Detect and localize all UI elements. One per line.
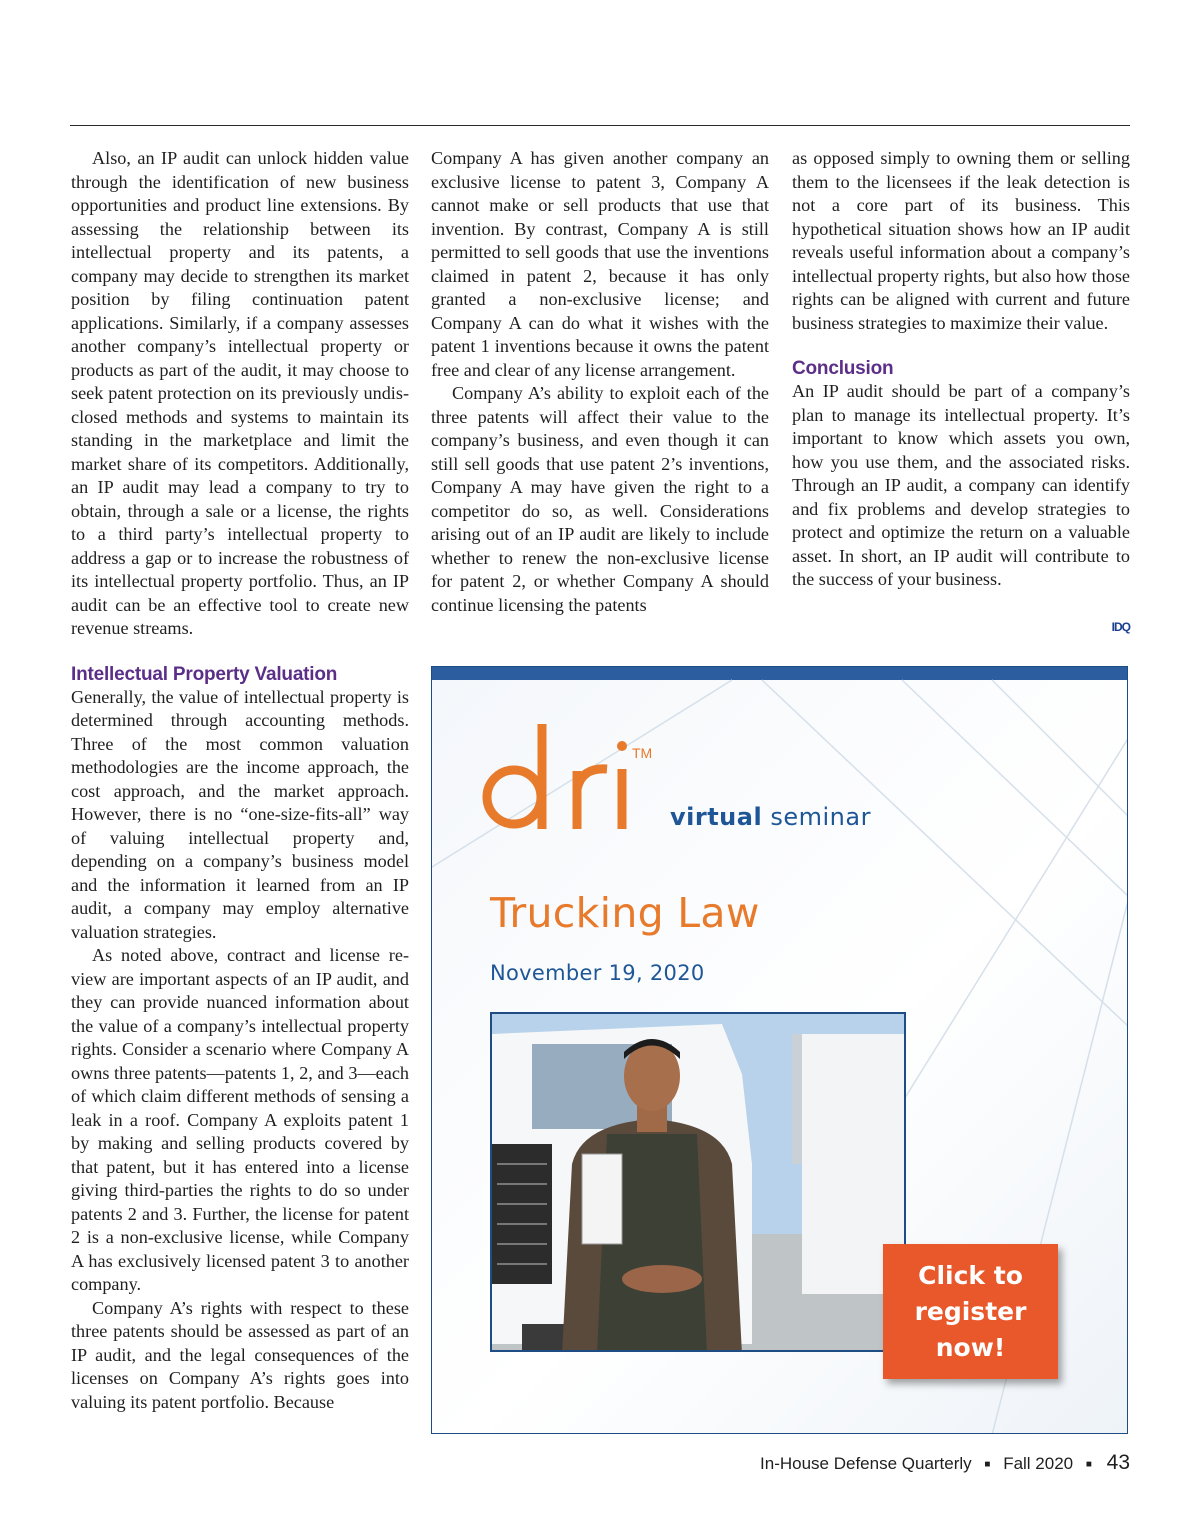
ad-seminar-word: seminar bbox=[770, 803, 871, 831]
register-now-button[interactable] bbox=[883, 1244, 1058, 1379]
ad-seminar-virtual: virtual bbox=[670, 803, 763, 831]
footer-separator-icon: ■ bbox=[984, 1459, 991, 1470]
article-column-1 bbox=[71, 147, 409, 1414]
dri-logo bbox=[482, 719, 632, 834]
paragraph: As noted above, contract and license review are important aspects of an IP audit, and they can provide nuanced information about the value of a company’s intellectual property rights. Consider a scenario where Company A owns three patents—patents 1, 2, and 3—each of which claim different methods of sensing a leak in a roof. Company A exploits patent 1 by making and selling products covered by that patent, but it has entered into a license giving third-parties the rights to do so under patents 2 and 3. Further, the license for patent 2 is a non-exclusive license, while Company A has exclusively licensed patent 3 to another company. bbox=[71, 945, 409, 1294]
dri-logo-mark bbox=[482, 719, 632, 834]
register-now-label: Click to register now! bbox=[914, 1260, 1027, 1362]
paragraph: An IP audit should be part of a company’s plan to manage its intellectual property. It’s important to know which assets you own, how you use them, and the associated risks. Through an IP audit, a company can identify and fix problems and develop strategies to protect and optimize the return on a valuable asset. In short, an IP audit will contribute to the success of your business. bbox=[792, 381, 1130, 589]
paragraph: Generally, the value of intellectual property is determined through accounting methods. Three of the most common valuation methodologies are the income approach, the cost approach, and the market approach. However, there is no “one-size-fits-all” way of valuing intellectual property and, depending on a company’s business model and the information it learned from an IP audit, a company may employ alternative valuation strategies. bbox=[71, 686, 409, 942]
photo-illustration bbox=[492, 1014, 906, 1352]
issue-label: Fall 2020 bbox=[1003, 1454, 1074, 1473]
trademark-symbol: TM bbox=[632, 745, 653, 761]
publication-name: In-House Defense Quarterly bbox=[760, 1454, 972, 1473]
dri-seminar-advertisement[interactable] bbox=[431, 666, 1128, 1434]
paragraph: Company A’s ability to exploit each of the three patents will affect their value to the company’s business, and even though it can still sell goods that use patent 2’s inventions, Company A may have given the right to a competitor do so, as well. Considerations arising out of an IP audit are likely to include whether to renew the non-exclusive license for patent 2, or whether Company A should continue licensing the patents bbox=[431, 383, 769, 615]
article-column-3 bbox=[792, 147, 1130, 642]
article-column-2 bbox=[431, 147, 769, 617]
section-heading-conclusion: Conclusion bbox=[792, 358, 894, 379]
ad-seminar-label bbox=[670, 803, 871, 831]
end-of-article-mark: IDQ bbox=[1111, 619, 1130, 634]
page-footer bbox=[760, 1451, 1130, 1475]
paragraph: Company A has given another company an exclusive license to patent 3, Company A cannot make or sell products that use that invention. By contrast, Company A is still permitted to sell goods that use the inventions claimed in patent 2, because it has only granted a non-exclusive license; and Company A can do what it wishes with the patent 1 inventions because it owns the patent free and clear of any license arrangement. bbox=[431, 148, 769, 380]
top-rule bbox=[70, 125, 1130, 126]
truck-driver-photo bbox=[490, 1012, 906, 1352]
paragraph: as opposed simply to owning them or selling them to the licensees if the leak detection is not a core part of its business. This hypothetical situation shows how an IP audit reveals useful information about a company’s intellectual property rights, but also how those rights can be aligned with current and future business strategies to maximize their value. bbox=[792, 148, 1130, 333]
paragraph: Also, an IP audit can unlock hidden value through the identification of new business opportunities and product line extensions. By assessing the relationship between its intellectual property and its patents, a company may decide to strengthen its market position by filing continuation patent applications. Similarly, if a company assesses another company’s intellectual property or products as part of the audit, it may choose to seek patent protection on its previously undisclosed methods and systems to maintain its standing in the marketplace and limit the market share of its competitors. Additionally, an IP audit may lead a company to try to obtain, through a sale or a license, the rights to a third party’s intellectual property to address a gap or to increase the robustness of its intellectual property portfolio. Thus, an IP audit can be an effective tool to create new revenue streams. bbox=[71, 148, 409, 638]
footer-separator-icon: ■ bbox=[1085, 1459, 1092, 1470]
ad-date: November 19, 2020 bbox=[490, 961, 705, 985]
section-heading-valuation: Intellectual Property Valuation bbox=[71, 663, 338, 685]
paragraph: Company A’s rights with respect to these three patents should be assessed as part of an IP audit, and the legal consequences of the licenses on Company A’s rights goes into valuing its patent portfolio. Because bbox=[71, 1297, 409, 1412]
page-number: 43 bbox=[1106, 1451, 1130, 1474]
ad-title: Trucking Law bbox=[490, 889, 760, 937]
